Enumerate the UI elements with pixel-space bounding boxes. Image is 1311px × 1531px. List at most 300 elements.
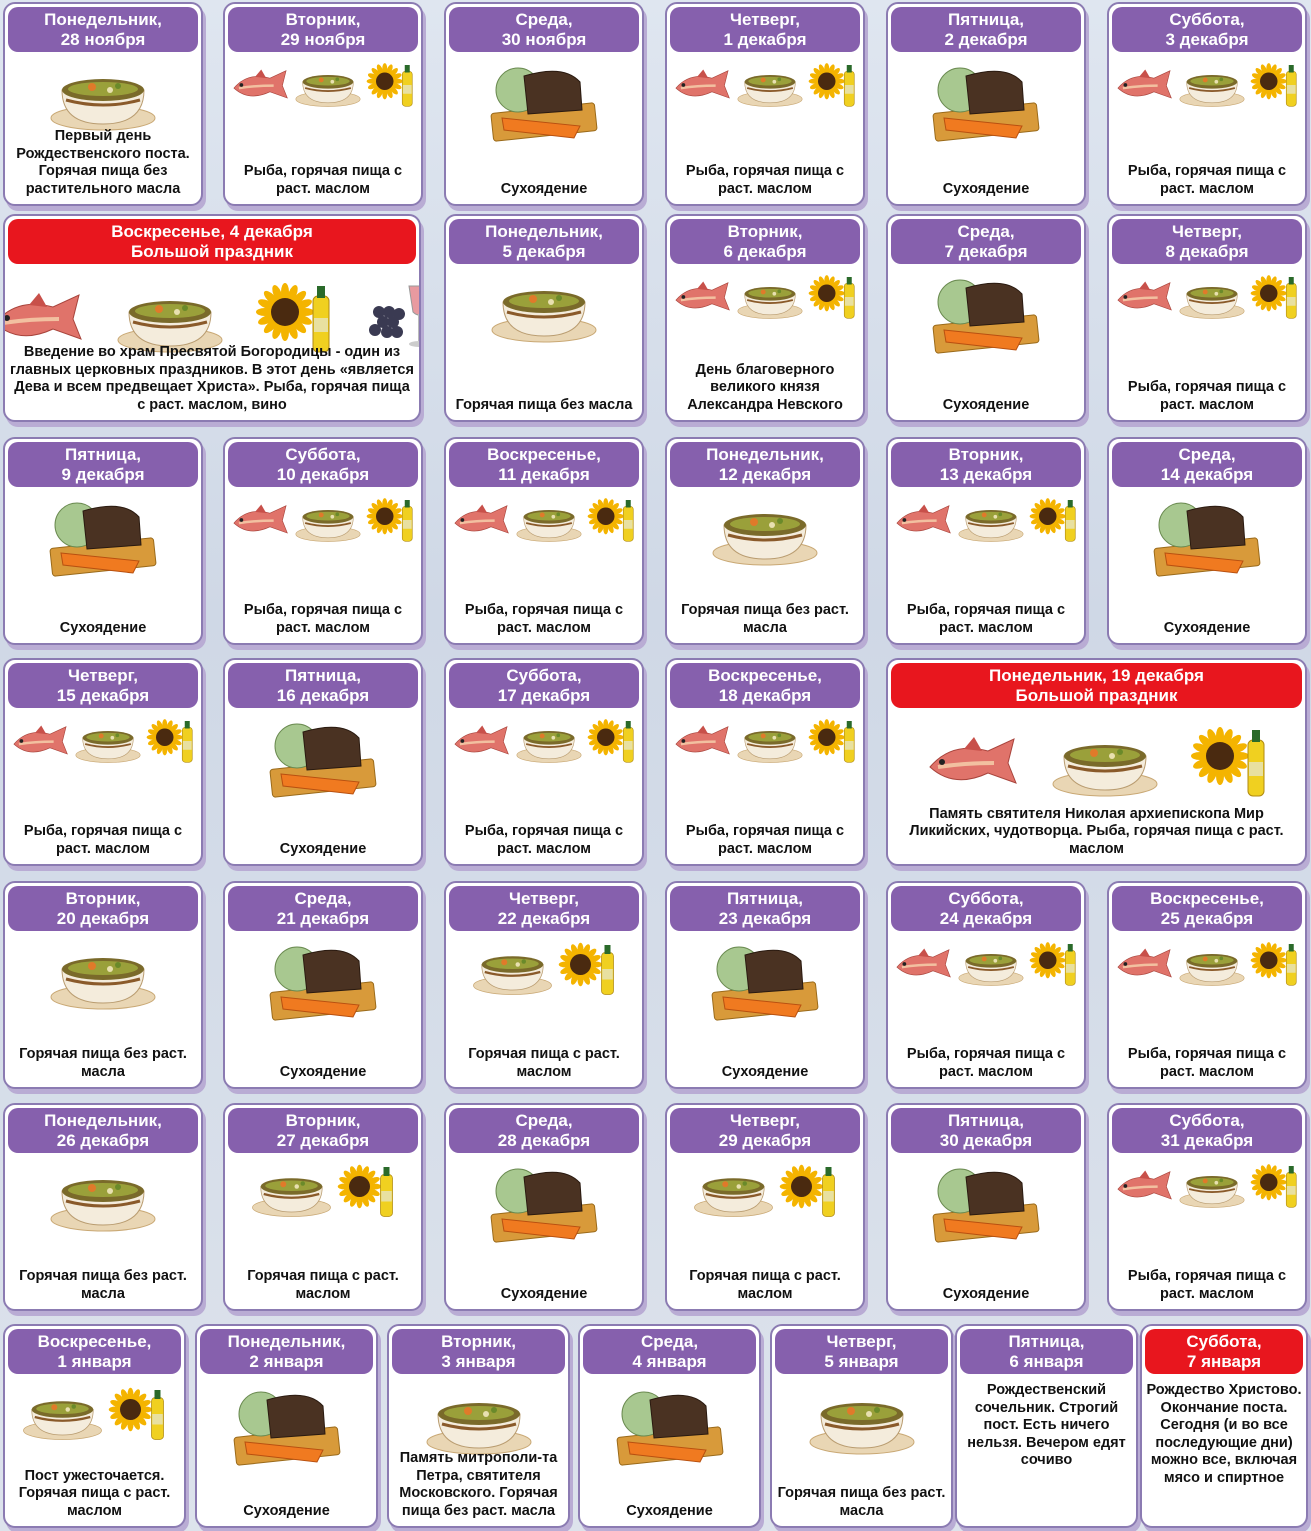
day-card — [886, 658, 1307, 866]
day-card — [578, 1324, 761, 1528]
food-icons — [1109, 272, 1305, 322]
soup-bowl-icon — [1178, 942, 1246, 987]
food-icons — [772, 1384, 951, 1456]
sunflower-oil-icon — [366, 495, 416, 545]
day-date: 20 декабря — [56, 909, 150, 928]
day-name: Понедельник, — [485, 222, 603, 241]
day-date: 4 января — [632, 1352, 707, 1371]
soup-bowl-icon — [48, 60, 158, 132]
day-name: Среда, — [1178, 445, 1236, 464]
day-date: 27 декабря — [276, 1131, 370, 1150]
day-date: 30 декабря — [939, 1131, 1033, 1150]
day-header — [583, 1329, 756, 1374]
sunflower-oil-icon — [1190, 722, 1270, 802]
day-card — [444, 881, 644, 1089]
food-icons — [225, 1161, 421, 1221]
fasting-rule: Горячая пища без раст. масла — [19, 1046, 187, 1080]
day-name: Пятница, — [947, 1111, 1025, 1130]
food-icons — [5, 1384, 184, 1444]
fasting-rule: Сухоядение — [626, 1502, 713, 1519]
bread-cabbage-carrot-icon — [610, 1384, 730, 1468]
fasting-rule: Сухоядение — [59, 619, 147, 636]
food-icons — [225, 495, 421, 545]
day-date: 9 декабря — [61, 465, 145, 484]
soup-bowl-icon — [294, 498, 362, 543]
soup-bowl-icon — [74, 719, 142, 764]
bread-cabbage-carrot-icon — [926, 1161, 1046, 1245]
day-card — [387, 1324, 570, 1528]
fasting-rule: Рыба, горячая пища с раст. маслом — [906, 1046, 1066, 1080]
day-name: Четверг, — [730, 1111, 800, 1130]
day-card — [3, 437, 203, 645]
food-icons — [667, 1161, 863, 1221]
day-header — [670, 663, 860, 708]
day-header — [960, 1329, 1133, 1374]
day-date: 2 января — [249, 1352, 324, 1371]
day-header — [670, 886, 860, 931]
day-date: 5 декабря — [502, 242, 586, 261]
bread-cabbage-carrot-icon — [227, 1384, 347, 1468]
day-name: Суббота, — [948, 889, 1024, 908]
fasting-rule: Горячая пища с раст. маслом — [247, 1268, 399, 1302]
fasting-rule: Сухоядение — [500, 1285, 588, 1302]
food-icons — [446, 495, 642, 545]
food-icons — [667, 939, 863, 1023]
day-date: 26 декабря — [56, 1131, 150, 1150]
day-name: Воскресенье, — [1150, 889, 1264, 908]
soup-bowl-icon — [489, 272, 599, 344]
day-card — [1107, 437, 1307, 645]
bread-cabbage-carrot-icon — [43, 495, 163, 579]
sunflower-oil-icon — [1250, 60, 1300, 110]
day-name: Среда, — [515, 10, 573, 29]
day-name: Понедельник, — [706, 445, 824, 464]
day-header — [1112, 442, 1302, 487]
day-name: Воскресенье, 4 декабря — [111, 222, 313, 241]
day-card — [955, 1324, 1138, 1528]
food-icons — [888, 272, 1084, 356]
fish-icon — [924, 733, 1020, 791]
day-header — [1112, 1108, 1302, 1153]
fish-icon — [230, 502, 290, 538]
sunflower-oil-icon — [1029, 939, 1079, 989]
day-name: Суббота, — [506, 666, 582, 685]
fasting-rule: Горячая пища с раст. маслом — [468, 1046, 620, 1080]
sunflower-oil-icon — [1250, 939, 1300, 989]
day-name: Воскресенье, — [487, 445, 601, 464]
day-date: Большой праздник — [131, 242, 293, 261]
fish-icon — [230, 67, 290, 103]
fasting-rule: Первый день Рождественского поста. Горячая пища без растительного масла — [16, 128, 190, 197]
day-name: Четверг, — [730, 10, 800, 29]
food-icons — [5, 60, 201, 132]
fish-icon — [451, 723, 511, 759]
day-date: 31 декабря — [1160, 1131, 1254, 1150]
sunflower-oil-icon — [808, 716, 858, 766]
day-card — [665, 437, 865, 645]
day-card — [444, 1103, 644, 1311]
sunflower-oil-icon — [108, 1384, 168, 1444]
food-icons — [888, 939, 1084, 989]
bread-cabbage-carrot-icon — [926, 60, 1046, 144]
day-name: Понедельник, — [44, 10, 162, 29]
food-icons — [888, 1161, 1084, 1245]
day-name: Вторник, — [727, 222, 803, 241]
soup-bowl-icon — [710, 495, 820, 567]
fasting-rule: Рождественский сочельник. Строгий пост. Есть ничего нельзя. Вечером едят сочиво — [967, 1382, 1126, 1468]
soup-bowl-icon — [1178, 1164, 1246, 1209]
soup-bowl-icon — [250, 1164, 333, 1218]
day-card — [886, 214, 1086, 422]
day-header — [228, 1108, 418, 1153]
bread-cabbage-carrot-icon — [705, 939, 825, 1023]
soup-bowl-icon — [1050, 726, 1160, 798]
day-header — [8, 442, 198, 487]
fasting-rule: Горячая пища без масла — [455, 396, 633, 413]
day-name: Четверг, — [826, 1332, 897, 1351]
day-header — [1112, 7, 1302, 52]
day-header — [228, 7, 418, 52]
day-header — [8, 663, 198, 708]
fish-icon — [672, 279, 732, 315]
day-name: Пятница, — [284, 666, 362, 685]
fasting-rule: Рыба, горячая пища с раст. маслом — [1127, 1046, 1287, 1080]
day-card — [195, 1324, 378, 1528]
day-header — [891, 219, 1081, 264]
day-card — [665, 214, 865, 422]
day-date: 3 декабря — [1165, 30, 1249, 49]
day-header — [392, 1329, 565, 1374]
day-name: Пятница, — [64, 445, 142, 464]
sunflower-oil-icon — [779, 1161, 839, 1221]
day-date: 6 января — [1009, 1352, 1084, 1371]
food-icons — [888, 722, 1305, 802]
day-date: 16 декабря — [276, 686, 370, 705]
day-header — [670, 1108, 860, 1153]
day-card — [223, 2, 423, 206]
day-header — [8, 1108, 198, 1153]
day-date: 1 января — [57, 1352, 132, 1371]
day-name: Вторник, — [285, 1111, 361, 1130]
fasting-rule: Рыба, горячая пища с раст. маслом — [243, 602, 403, 636]
fasting-rule: Сухоядение — [721, 1063, 809, 1080]
bread-cabbage-carrot-icon — [484, 1161, 604, 1245]
food-icons — [225, 716, 421, 800]
fish-icon — [10, 723, 70, 759]
day-date: 11 декабря — [498, 465, 590, 484]
fasting-rule: Сухоядение — [1163, 619, 1251, 636]
fasting-rule: Рождество Христово. Окончание поста. Сегодня (и во все последующие дни) можно все, включая мясо и спиртное — [1146, 1382, 1302, 1486]
fasting-rule: Горячая пища с раст. маслом — [689, 1268, 841, 1302]
food-icons — [5, 939, 201, 1011]
day-card — [886, 437, 1086, 645]
fasting-rule: Рыба, горячая пища с раст. маслом — [685, 823, 845, 857]
day-header — [670, 442, 860, 487]
soup-bowl-icon — [294, 63, 362, 108]
fasting-rule: Память митрополи-та Петра, святителя Московского. Горячая пища без раст. масла — [399, 1450, 558, 1519]
food-icons — [667, 716, 863, 766]
day-card — [1107, 2, 1307, 206]
bread-cabbage-carrot-icon — [926, 272, 1046, 356]
day-name: Воскресенье, — [708, 666, 822, 685]
day-name: Вторник, — [948, 445, 1024, 464]
day-card — [665, 2, 865, 206]
day-header — [228, 442, 418, 487]
day-card — [223, 658, 423, 866]
day-card — [444, 2, 644, 206]
sunflower-oil-icon — [808, 272, 858, 322]
food-icons — [446, 1161, 642, 1245]
fish-icon — [672, 723, 732, 759]
food-icons — [580, 1384, 759, 1468]
day-name: Среда, — [957, 222, 1015, 241]
day-date: 23 декабря — [718, 909, 812, 928]
bread-cabbage-carrot-icon — [484, 60, 604, 144]
sunflower-oil-icon — [337, 1161, 397, 1221]
soup-bowl-icon — [424, 1384, 534, 1456]
fasting-rule: Рыба, горячая пища с раст. маслом — [906, 602, 1066, 636]
day-card — [665, 658, 865, 866]
soup-bowl-icon — [1178, 63, 1246, 108]
fasting-rule: Рыба, горячая пища с раст. маслом — [1127, 379, 1287, 413]
fish-icon — [672, 67, 732, 103]
day-date: 24 декабря — [939, 909, 1033, 928]
fasting-rule: Рыба, горячая пища с раст. маслом — [464, 823, 624, 857]
day-header — [449, 442, 639, 487]
day-header — [775, 1329, 948, 1374]
food-icons — [225, 939, 421, 1023]
day-date: 3 января — [441, 1352, 516, 1371]
day-name: Понедельник, — [44, 1111, 162, 1130]
day-date: 7 декабря — [944, 242, 1028, 261]
day-name: Вторник, — [65, 889, 141, 908]
food-icons — [5, 495, 201, 579]
day-date: 6 декабря — [723, 242, 807, 261]
day-header — [891, 442, 1081, 487]
day-header — [1112, 886, 1302, 931]
fasting-rule: Рыба, горячая пища с раст. маслом — [23, 823, 183, 857]
food-icons — [1109, 60, 1305, 110]
fasting-rule: Рыба, горячая пища с раст. маслом — [464, 602, 624, 636]
day-header — [891, 663, 1302, 708]
fish-icon — [1114, 67, 1174, 103]
fasting-rule: Рыба, горячая пища с раст. маслом — [243, 163, 403, 197]
day-date: 12 декабря — [718, 465, 812, 484]
day-card — [1107, 1103, 1307, 1311]
fasting-rule: Рыба, горячая пища с раст. маслом — [1127, 163, 1287, 197]
day-card — [3, 658, 203, 866]
fasting-rule: Сухоядение — [942, 180, 1030, 197]
sunflower-oil-icon — [558, 939, 618, 999]
day-name: Суббота, — [285, 445, 361, 464]
food-icons — [5, 1161, 201, 1233]
fasting-rule: Сухоядение — [279, 840, 367, 857]
day-date: 25 декабря — [1160, 909, 1254, 928]
food-icons — [1109, 939, 1305, 989]
day-header — [891, 7, 1081, 52]
day-name: Пятница, — [1008, 1332, 1085, 1351]
day-card — [886, 881, 1086, 1089]
soup-bowl-icon — [736, 719, 804, 764]
day-card — [1140, 1324, 1308, 1528]
day-card — [665, 881, 865, 1089]
fasting-rule: Горячая пища без раст. масла — [777, 1485, 946, 1519]
day-name: Четверг, — [68, 666, 138, 685]
fasting-rule: Сухоядение — [243, 1502, 330, 1519]
food-icons — [667, 495, 863, 567]
day-date: 14 декабря — [1160, 465, 1254, 484]
day-header — [8, 1329, 181, 1374]
day-card — [444, 658, 644, 866]
fish-icon — [451, 502, 511, 538]
food-icons — [1109, 495, 1305, 579]
day-date: 15 декабря — [56, 686, 150, 705]
soup-bowl-icon — [21, 1387, 104, 1441]
food-icons — [446, 716, 642, 766]
fasting-rule: Сухоядение — [942, 1285, 1030, 1302]
fish-icon — [893, 946, 953, 982]
soup-bowl-icon — [515, 719, 583, 764]
fish-icon — [3, 289, 85, 347]
soup-bowl-icon — [471, 942, 554, 996]
day-card — [1107, 881, 1307, 1089]
day-header — [670, 7, 860, 52]
fasting-rule: Рыба, горячая пища с раст. маслом — [685, 163, 845, 197]
day-header — [449, 7, 639, 52]
day-card — [3, 1103, 203, 1311]
day-name: Понедельник, 19 декабря — [989, 666, 1204, 685]
day-name: Среда, — [294, 889, 352, 908]
soup-bowl-icon — [692, 1164, 775, 1218]
soup-bowl-icon — [957, 942, 1025, 987]
day-card — [3, 1324, 186, 1528]
day-header — [200, 1329, 373, 1374]
day-header — [8, 886, 198, 931]
day-name: Пятница, — [726, 889, 804, 908]
day-header — [449, 663, 639, 708]
fish-icon — [1114, 1168, 1174, 1204]
fasting-rule: Память святителя Николая архиепископа Мир Ликийских, чудотворца. Рыба, горячая пища с раст. маслом — [909, 805, 1284, 857]
day-header — [8, 7, 198, 52]
day-card — [770, 1324, 953, 1528]
sunflower-oil-icon — [587, 716, 637, 766]
sunflower-oil-icon — [1250, 272, 1300, 322]
day-card — [886, 2, 1086, 206]
day-name: Вторник, — [441, 1332, 516, 1351]
day-name: Четверг, — [1172, 222, 1242, 241]
day-date: 28 декабря — [497, 1131, 591, 1150]
sunflower-oil-icon — [146, 716, 196, 766]
day-header — [228, 663, 418, 708]
day-date: 29 ноября — [280, 30, 366, 49]
day-name: Суббота, — [1186, 1332, 1262, 1351]
day-date: 1 декабря — [723, 30, 807, 49]
food-icons — [888, 495, 1084, 545]
day-card — [223, 1103, 423, 1311]
food-icons — [446, 272, 642, 344]
day-card — [223, 881, 423, 1089]
day-date: 10 декабря — [276, 465, 370, 484]
bread-cabbage-carrot-icon — [263, 716, 383, 800]
soup-bowl-icon — [736, 63, 804, 108]
soup-bowl-icon — [48, 1161, 158, 1233]
day-date: 5 января — [824, 1352, 899, 1371]
sunflower-oil-icon — [587, 495, 637, 545]
soup-bowl-icon — [807, 1384, 917, 1456]
fasting-rule: День благоверного великого князя Александра Невского — [687, 361, 843, 413]
sunflower-oil-icon — [1029, 495, 1079, 545]
fasting-rule: Рыба, горячая пища с раст. маслом — [1127, 1268, 1287, 1302]
day-name: Вторник, — [285, 10, 361, 29]
day-card — [444, 437, 644, 645]
food-icons — [389, 1384, 568, 1456]
day-header — [449, 1108, 639, 1153]
day-card — [886, 1103, 1086, 1311]
day-date: 22 декабря — [497, 909, 591, 928]
food-icons — [667, 272, 863, 322]
day-date: 30 ноября — [501, 30, 587, 49]
soup-bowl-icon — [48, 939, 158, 1011]
day-card — [665, 1103, 865, 1311]
day-card — [3, 214, 421, 422]
day-header — [228, 886, 418, 931]
fasting-rule: Пост ужесточается. Горячая пища с раст. маслом — [18, 1467, 171, 1519]
fish-icon — [893, 502, 953, 538]
bread-cabbage-carrot-icon — [1147, 495, 1267, 579]
day-header — [8, 219, 416, 264]
soup-bowl-icon — [1178, 275, 1246, 320]
day-name: Среда, — [515, 1111, 573, 1130]
day-name: Четверг, — [509, 889, 579, 908]
fasting-rule: Введение во храм Пресвятой Богородицы - один из главных церковных праздников. В этот день «является Дева и всем предвещает Христа». Рыба, горячая пища с раст. маслом, вино — [10, 344, 414, 413]
food-icons — [446, 60, 642, 144]
day-date: 17 декабря — [497, 686, 591, 705]
day-name: Суббота, — [1169, 10, 1245, 29]
food-icons — [888, 60, 1084, 144]
soup-bowl-icon — [736, 275, 804, 320]
day-date: Большой праздник — [1015, 686, 1178, 705]
day-card — [1107, 214, 1307, 422]
day-date: 29 декабря — [718, 1131, 812, 1150]
fish-icon — [1114, 946, 1174, 982]
day-name: Понедельник, — [227, 1332, 346, 1351]
fasting-rule: Сухоядение — [500, 180, 588, 197]
day-header — [1145, 1329, 1303, 1374]
day-header — [449, 219, 639, 264]
fasting-rule: Горячая пища без раст. масла — [681, 602, 849, 636]
day-date: 21 декабря — [276, 909, 370, 928]
day-date: 13 декабря — [939, 465, 1033, 484]
food-icons — [225, 60, 421, 110]
day-name: Пятница, — [947, 10, 1025, 29]
fasting-rule: Сухоядение — [279, 1063, 367, 1080]
soup-bowl-icon — [957, 498, 1025, 543]
fish-icon — [1114, 279, 1174, 315]
food-icons — [5, 716, 201, 766]
day-date: 7 января — [1186, 1352, 1262, 1371]
day-header — [670, 219, 860, 264]
soup-bowl-icon — [515, 498, 583, 543]
food-icons — [1109, 1161, 1305, 1211]
day-date: 28 ноября — [60, 30, 146, 49]
day-date: 2 декабря — [944, 30, 1028, 49]
day-card — [444, 214, 644, 422]
day-name: Среда, — [640, 1332, 699, 1351]
day-date: 8 декабря — [1165, 242, 1249, 261]
day-card — [223, 437, 423, 645]
day-header — [449, 886, 639, 931]
day-name: Воскресенье, — [37, 1332, 152, 1351]
